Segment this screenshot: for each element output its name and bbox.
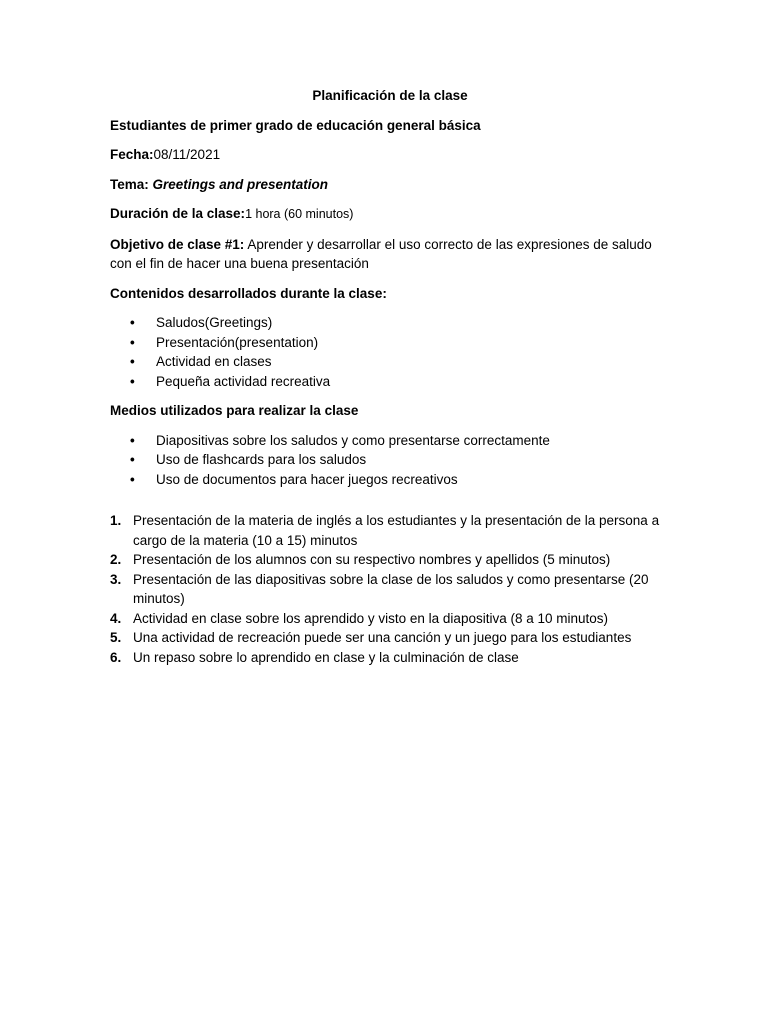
objetivo-line <box>110 235 670 274</box>
contenidos-heading: Contenidos desarrollados durante la clase: <box>110 285 387 301</box>
list-item-text: Actividad en clases <box>156 354 272 369</box>
medios-list <box>110 431 670 490</box>
step-text: Una actividad de recreación puede ser una canción y un juego para los estudiantes <box>133 630 632 645</box>
steps-list <box>110 511 670 667</box>
duracion-line <box>110 204 670 225</box>
fecha-value: 08/11/2021 <box>153 147 221 162</box>
bullet-icon: • <box>130 315 135 330</box>
objetivo-value: Aprender y desarrollar el uso correcto de las expresiones de saludo con el fin de hacer una buena presentación <box>110 236 652 271</box>
bullet-icon: • <box>130 432 135 448</box>
step-number: 2. <box>110 552 122 567</box>
step-text: Actividad en clase sobre los aprendido y visto en la diapositiva (8 a 10 minutos) <box>133 610 609 626</box>
step-text: Un repaso sobre lo aprendido en clase y la culminación de clase <box>133 649 519 665</box>
bullet-icon: • <box>130 471 135 487</box>
list-item <box>110 470 670 490</box>
objetivo-label: Objetivo de clase #1: <box>110 236 245 252</box>
list-item-text: Presentación(presentation) <box>156 334 319 350</box>
tema-label: Tema: <box>110 176 153 192</box>
list-item <box>110 431 670 451</box>
step-item <box>110 648 670 668</box>
tema-line <box>110 175 670 195</box>
list-item-text: Uso de flashcards para los saludos <box>156 452 367 467</box>
step-number: 1. <box>110 513 122 528</box>
list-item <box>110 333 670 353</box>
list-item <box>110 313 670 333</box>
fecha-label: Fecha: <box>110 147 154 162</box>
step-text: Presentación de la materia de inglés a los estudiantes y la presentación de la persona a cargo de la materia (10 a 15) minutos <box>133 513 660 548</box>
bullet-icon: • <box>130 354 135 369</box>
list-item-text: Uso de documentos para hacer juegos recreativos <box>156 471 458 487</box>
bullet-icon: • <box>130 373 135 389</box>
step-item <box>110 628 670 648</box>
duracion-value: 1 hora (60 minutos) <box>245 207 354 221</box>
fecha-line <box>110 145 670 165</box>
document-content <box>110 86 670 667</box>
list-item <box>110 352 670 372</box>
step-number: 6. <box>110 649 122 665</box>
step-item <box>110 570 670 609</box>
medios-heading: Medios utilizados para realizar la clase <box>110 403 359 418</box>
step-item <box>110 609 670 629</box>
step-number: 3. <box>110 571 122 587</box>
step-item <box>110 511 670 550</box>
step-text: Presentación de los alumnos con su respectivo nombres y apellidos (5 minutos) <box>133 552 611 567</box>
list-item <box>110 372 670 392</box>
document-title: Planificación de la clase <box>312 88 468 103</box>
step-number: 4. <box>110 610 122 626</box>
tema-value: Greetings and presentation <box>152 176 329 192</box>
step-number: 5. <box>110 630 122 645</box>
step-text: Presentación de las diapositivas sobre la clase de los saludos y como presentarse (20 minutos) <box>133 571 649 606</box>
bullet-icon: • <box>130 452 135 467</box>
list-item-text: Diapositivas sobre los saludos y como presentarse correctamente <box>156 432 550 448</box>
duracion-label: Duración de la clase: <box>110 206 246 221</box>
bullet-icon: • <box>130 334 135 350</box>
list-item-text: Saludos(Greetings) <box>156 315 273 330</box>
list-item-text: Pequeña actividad recreativa <box>156 373 331 389</box>
document-subtitle: Estudiantes de primer grado de educación general básica <box>110 117 481 133</box>
contenidos-list <box>110 313 670 391</box>
step-item <box>110 550 670 570</box>
list-item <box>110 450 670 470</box>
